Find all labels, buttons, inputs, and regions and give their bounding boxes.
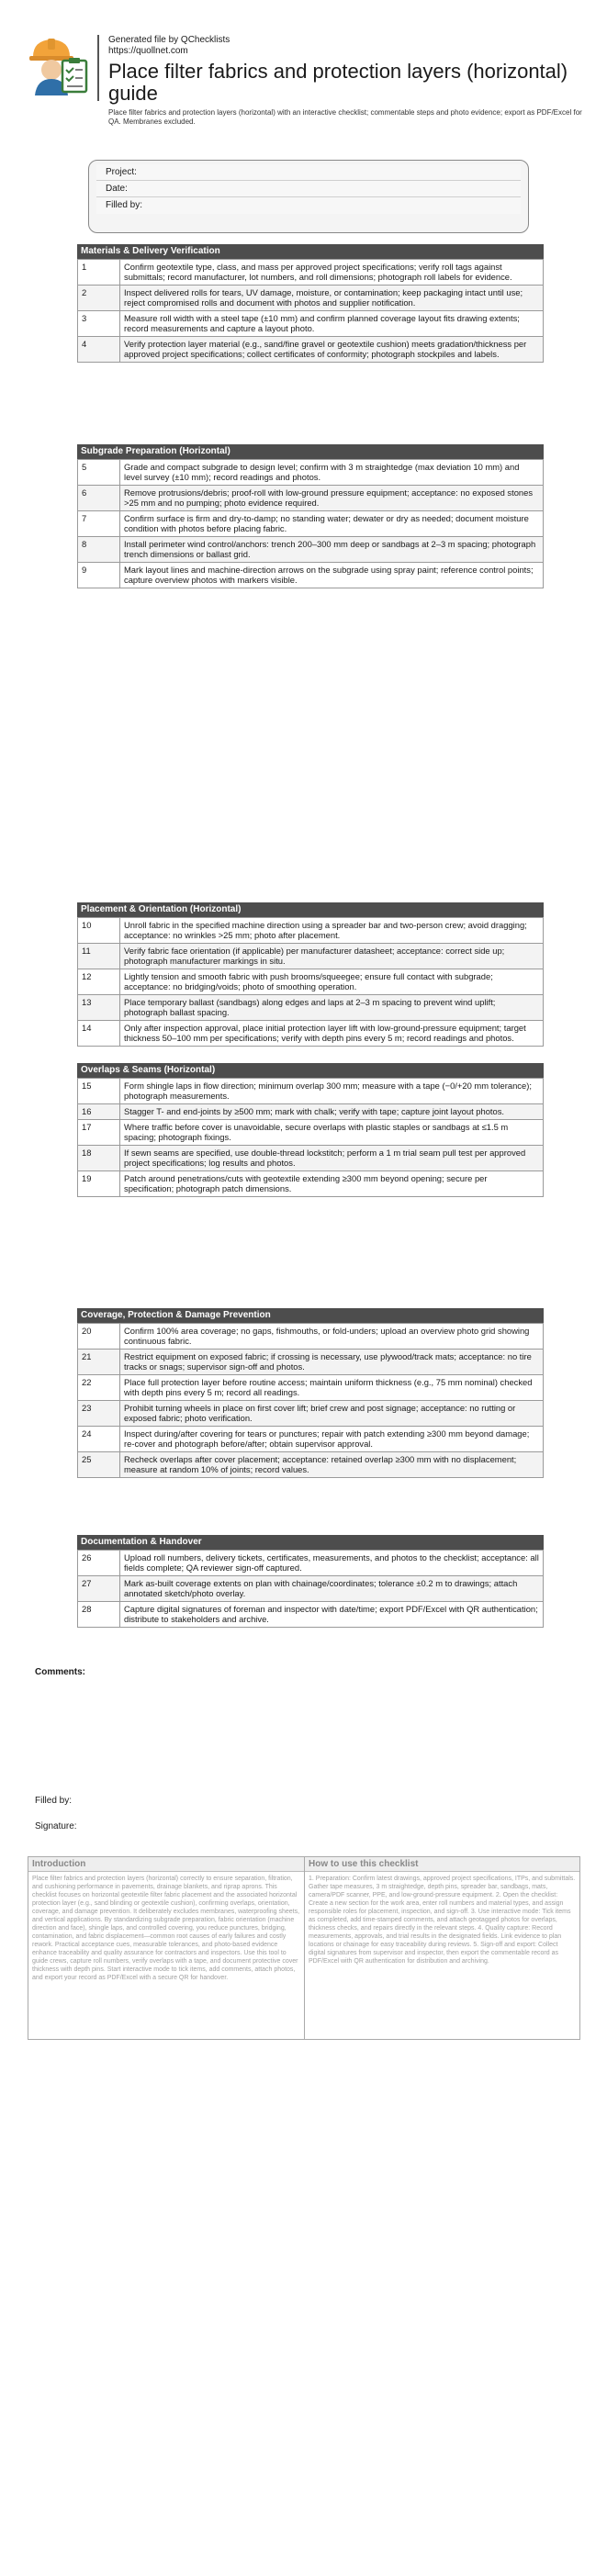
checklist-item[interactable]	[78, 969, 544, 995]
checklist-item[interactable]	[78, 286, 544, 311]
item-number: 15	[78, 1079, 120, 1104]
checklist-item[interactable]	[78, 311, 544, 337]
checklist-item[interactable]	[78, 1079, 544, 1104]
checklist-item[interactable]	[78, 1427, 544, 1452]
section-heading: Subgrade Preparation (Horizontal)	[77, 444, 544, 459]
introduction-heading: Introduction	[28, 1857, 304, 1872]
checklist-item[interactable]	[78, 460, 544, 486]
item-number: 3	[78, 311, 120, 337]
item-text: Capture digital signatures of foreman and inspector with date/time; export PDF/Excel with QR authentication; distribute to stakeholders and archive.	[120, 1602, 544, 1628]
introduction-panel	[28, 1857, 304, 2039]
checklist-table	[77, 1323, 544, 1478]
item-text: Mark layout lines and machine-direction arrows on the subgrade using spray paint; reference control points; capture overview photos with markers visible.	[120, 563, 544, 588]
section-placement-orientation	[77, 902, 544, 1047]
checklist-item[interactable]	[78, 537, 544, 563]
item-text: Lightly tension and smooth fabric with push brooms/squeegee; ensure full contact with subgrade; acceptance: no bridging/voids; photo of smoothing operation.	[120, 969, 544, 995]
item-number: 17	[78, 1120, 120, 1146]
item-text: Inspect during/after covering for tears or punctures; repair with patch extending ≥300 mm beyond damage; re-cover and photograph before/after; obtain supervisor approval.	[120, 1427, 544, 1452]
item-number: 2	[78, 286, 120, 311]
checklist-item[interactable]	[78, 1324, 544, 1350]
item-number: 25	[78, 1452, 120, 1478]
item-text: Verify protection layer material (e.g., sand/fine gravel or geotextile cushion) meets gradation/thickness per approved project specifications; collect certificates of conformity; photograph stockpiles and labels.	[120, 337, 544, 363]
checklist-item[interactable]	[78, 486, 544, 511]
checklist-item[interactable]	[78, 337, 544, 363]
section-heading: Overlaps & Seams (Horizontal)	[77, 1063, 544, 1078]
checklist-item[interactable]	[78, 1021, 544, 1047]
checklist-item[interactable]	[78, 1602, 544, 1628]
item-number: 14	[78, 1021, 120, 1047]
section-subgrade-preparation	[77, 444, 544, 588]
item-text: Only after inspection approval, place initial protection layer lift with low-ground-pressure equipment; target thickness 50–100 mm per specifications; verify with depth pins every 5 m; record readings and photos.	[120, 1021, 544, 1047]
introduction-text: Place filter fabrics and protection layers (horizontal) correctly to ensure separation, filtration, and cushioning performance in pavements, drainage blankets, and riprap aprons. This checklist focuses on horizontal geotextile filter fabric placement and the associated horizontal protection layer (e.g., sand blinding or geotextile cushion), confirming overlaps, orientation, coverage, and damage prevention. It deliberately excludes membranes, waterproofing sheets, and vertical applications. By standardizing subgrade preparation, fabric orientation (machine direction and face), shingle laps, and controlled covering, you reduce punctures, bridging, contamination, and fabric displacement—common root causes of early failures and costly rework. Practical acceptance cues, measurable tolerances, and photo-based evidence enhance traceability and quality assurance for contractors and inspectors. Use this tool to guide crews, capture roll numbers, verify overlaps with a tape, and document protective cover thickness with depth pins. Start interactive mode to tick items, add comments, attach photos, and export your record as PDF/Excel with a secure QR for handover.	[32, 1876, 300, 1981]
item-text: Form shingle laps in flow direction; minimum overlap 300 mm; measure with a tape (−0/+20 mm tolerance); photograph measurements.	[120, 1079, 544, 1104]
item-text: Confirm 100% area coverage; no gaps, fishmouths, or fold-unders; upload an overview photo grid showing continuous fabric.	[120, 1324, 544, 1350]
checklist-item[interactable]	[78, 1171, 544, 1197]
project-field[interactable]: Project:	[96, 164, 521, 181]
item-text: Mark as-built coverage extents on plan with chainage/coordinates; tolerance ±0.2 m to drawings; attach annotated sketch/photo overlay.	[120, 1576, 544, 1602]
checklist-item[interactable]	[78, 1401, 544, 1427]
item-text: Place full protection layer before routine access; maintain uniform thickness (e.g., 75 mm nominal) checked with depth pins every 5 m; record all readings.	[120, 1375, 544, 1401]
item-number: 21	[78, 1350, 120, 1375]
item-number: 5	[78, 460, 120, 486]
checklist-table	[77, 917, 544, 1047]
item-text: Confirm geotextile type, class, and mass per approved project specifications; verify roll tags against submittals; record manufacturer, lot numbers, and roll dimensions; photograph roll labels for evidence.	[120, 260, 544, 286]
page-subtitle: Place filter fabrics and protection layers (horizontal) with an interactive checklist; commentable steps and photo evidence; export as PDF/Excel for QA. Membranes excluded.	[108, 108, 582, 126]
checklist-item[interactable]	[78, 944, 544, 969]
section-heading: Materials & Delivery Verification	[77, 244, 544, 259]
how-to-use-text: 1. Preparation: Confirm latest drawings, approved project specifications, ITPs, and submittals. Gather tape measures, 3 m straightedge, depth pins, spreader bar, sandbags, mats, camera/PDF scanner, PPE, and low-ground-pressure equipment. 2. Open the checklist: Create a new section for the work area, enter roll numbers and material types, and assign responsible roles for placement, inspection, and sign-off. 3. Use interactive mode: Tick items as completed, add time-stamped comments, and attach geotagged photos for overlaps, thickness checks, and repairs directly in the relevant steps. 4. Quality capture: Record measurements, approvals, and trial results in the designated fields. Link evidence to plan locations or chainage for easy traceability during reviews. 5. Sign-off and export: Collect digital signatures from supervisor and inspector, then export the commentable record as PDF/Excel with QR authentication for distribution and archiving.	[309, 1876, 576, 1965]
checklist-table	[77, 1078, 544, 1197]
item-text: Place temporary ballast (sandbags) along edges and laps at 2–3 m spacing to prevent wind uplift; photograph ballast spacing.	[120, 995, 544, 1021]
info-panels	[28, 1856, 580, 2040]
section-overlaps-seams	[77, 1063, 544, 1197]
checklist-item[interactable]	[78, 918, 544, 944]
item-text: Measure roll width with a steel tape (±10 mm) and confirm planned coverage layout fits drawing extents; record measurements and capture a layout photo.	[120, 311, 544, 337]
item-number: 11	[78, 944, 120, 969]
item-text: Remove protrusions/debris; proof-roll with low-ground pressure equipment; acceptance: no exposed stones >25 mm and no pumping; photo evidence required.	[120, 486, 544, 511]
item-text: If sewn seams are specified, use double-thread lockstitch; perform a 1 m trial seam pull test per approved project specifications; log results and photos.	[120, 1146, 544, 1171]
filled-by-label: Filled by:	[35, 1796, 73, 1806]
item-number: 27	[78, 1576, 120, 1602]
item-number: 18	[78, 1146, 120, 1171]
item-number: 16	[78, 1104, 120, 1120]
comments-label: Comments:	[35, 1667, 86, 1677]
checklist-table	[77, 1550, 544, 1628]
section-heading: Documentation & Handover	[77, 1535, 544, 1550]
item-number: 7	[78, 511, 120, 537]
item-text: Install perimeter wind control/anchors: trench 200–300 mm deep or sandbags at 2–3 m spacing; photograph trench dimensions or ballast grid.	[120, 537, 544, 563]
item-number: 24	[78, 1427, 120, 1452]
checklist-item[interactable]	[78, 1576, 544, 1602]
item-text: Stagger T- and end-joints by ≥500 mm; mark with chalk; verify with tape; capture joint layout photos.	[120, 1104, 544, 1120]
item-number: 4	[78, 337, 120, 363]
checklist-item[interactable]	[78, 1104, 544, 1120]
project-info-box	[88, 160, 529, 233]
site-link[interactable]: https://quollnet.com	[108, 46, 188, 56]
how-to-use-heading: How to use this checklist	[305, 1857, 579, 1872]
checklist-item[interactable]	[78, 1452, 544, 1478]
item-text: Restrict equipment on exposed fabric; if crossing is necessary, use plywood/track mats; acceptance: no tire tracks or snags; supervisor sign-off and photos.	[120, 1350, 544, 1375]
item-text: Confirm surface is firm and dry-to-damp; no standing water; dewater or dry as needed; document moisture condition with photos before placing fabric.	[120, 511, 544, 537]
page-title: Place filter fabrics and protection layers (horizontal) guide	[108, 60, 568, 105]
item-number: 20	[78, 1324, 120, 1350]
item-text: Patch around penetrations/cuts with geotextile extending ≥300 mm beyond opening; secure per specification; photograph patch dimensions.	[120, 1171, 544, 1197]
item-number: 1	[78, 260, 120, 286]
item-number: 9	[78, 563, 120, 588]
item-number: 22	[78, 1375, 120, 1401]
item-text: Unroll fabric in the specified machine direction using a spreader bar and two-person crew; avoid dragging; acceptance: no wrinkles >25 mm; photo after placement.	[120, 918, 544, 944]
date-field[interactable]: Date:	[96, 181, 521, 197]
checklist-item[interactable]	[78, 1551, 544, 1576]
filled-by-field[interactable]: Filled by:	[96, 197, 521, 214]
item-text: Verify fabric face orientation (if applicable) per manufacturer datasheet; acceptance: correct side up; photograph manufacturer markings in situ.	[120, 944, 544, 969]
item-text: Prohibit turning wheels in place on first cover lift; brief crew and post signage; acceptance: no rutting or exposed fabric; photo verification.	[120, 1401, 544, 1427]
checklist-item[interactable]	[78, 1120, 544, 1146]
item-number: 19	[78, 1171, 120, 1197]
item-number: 13	[78, 995, 120, 1021]
checklist-worker-logo-icon	[28, 35, 92, 99]
item-text: Grade and compact subgrade to design level; confirm with 3 m straightedge (max deviation 10 mm) and level survey (±10 mm); record readings and photos.	[120, 460, 544, 486]
how-to-use-panel	[304, 1857, 579, 2039]
checklist-item[interactable]	[78, 1146, 544, 1171]
section-materials-delivery	[77, 244, 544, 363]
generated-by-text: Generated file by QChecklists	[108, 35, 230, 45]
item-text: Inspect delivered rolls for tears, UV damage, moisture, or contamination; keep packaging intact until use; reject compromised rolls and document with photos and supplier notification.	[120, 286, 544, 311]
checklist-table	[77, 259, 544, 363]
checklist-table	[77, 459, 544, 588]
item-text: Where traffic before cover is unavoidable, secure overlaps with plastic staples or sandbags at ≤1.5 m spacing; photograph fixings.	[120, 1120, 544, 1146]
section-heading: Placement & Orientation (Horizontal)	[77, 902, 544, 917]
checklist-item[interactable]	[78, 260, 544, 286]
checklist-item[interactable]	[78, 1375, 544, 1401]
item-text: Recheck overlaps after cover placement; acceptance: retained overlap ≥300 mm with no displacement; measure at random 10% of joints; record values.	[120, 1452, 544, 1478]
checklist-item[interactable]	[78, 563, 544, 588]
header-divider	[97, 35, 99, 101]
checklist-item[interactable]	[78, 1350, 544, 1375]
item-number: 8	[78, 537, 120, 563]
signature-label: Signature:	[35, 1821, 77, 1831]
item-number: 12	[78, 969, 120, 995]
section-documentation-handover	[77, 1535, 544, 1628]
item-number: 6	[78, 486, 120, 511]
item-number: 23	[78, 1401, 120, 1427]
item-number: 26	[78, 1551, 120, 1576]
item-number: 28	[78, 1602, 120, 1628]
checklist-item[interactable]	[78, 511, 544, 537]
section-coverage-protection	[77, 1308, 544, 1478]
section-heading: Coverage, Protection & Damage Prevention	[77, 1308, 544, 1323]
item-text: Upload roll numbers, delivery tickets, certificates, measurements, and photos to the checklist; acceptance: all fields complete; QA reviewer sign-off captured.	[120, 1551, 544, 1576]
checklist-item[interactable]	[78, 995, 544, 1021]
item-number: 10	[78, 918, 120, 944]
